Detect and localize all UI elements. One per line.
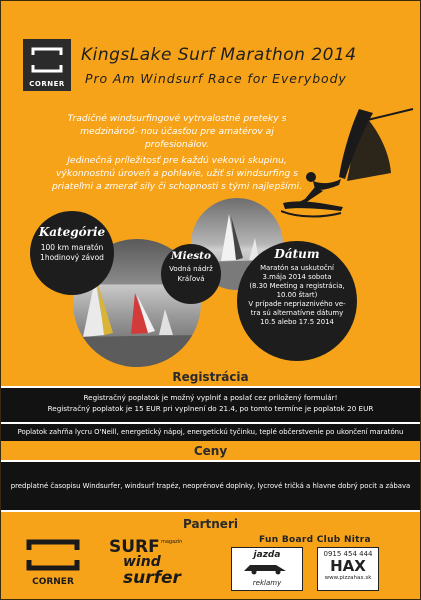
place-title: Miesto bbox=[170, 250, 212, 262]
intro-paragraph-1: Tradičné windsurfingové vytrvalostné preteky s medzinárod- nou účasťou pre amatérov aj profesionálov. bbox=[67, 113, 287, 150]
date-line: Maratón sa uskutoční bbox=[260, 264, 334, 272]
poster-title: KingsLake Surf Marathon 2014 bbox=[81, 45, 357, 65]
intro-paragraph-2: Jedinečná príležitosť pre každú vekovú skupinu, výkonnostnú úroveň a pohlavie, užiť si windsurfing s priateľmi a zmerať sily či schopnosti s tými najlepšími. bbox=[51, 155, 303, 192]
partner-corner-text: CORNER bbox=[32, 577, 74, 587]
prizes-band: predplatné časopisu Windsurfer, windsurf trapéz, neoprénové doplnky, lycrové tričká a hlavne dobrý pocit a zábava bbox=[1, 462, 420, 510]
corner-logo-text: CORNER bbox=[29, 80, 65, 88]
corner-bracket-icon bbox=[25, 538, 81, 572]
registration-includes: Poplatok zahŕňa lycru O'Neill, energetický nápoj, energetickú tyčinku, teplé občerstvenie po ukončení maratónu bbox=[1, 424, 420, 441]
date-line: (8.30 Meeting a registrácia, bbox=[249, 282, 345, 290]
date-line: 10.00 štart) bbox=[276, 291, 318, 299]
place-bubble bbox=[161, 244, 221, 304]
corner-logo bbox=[23, 39, 71, 91]
date-title: Dátum bbox=[274, 247, 320, 261]
surf-logo-surfer: surfer bbox=[123, 568, 181, 588]
partner-corner-logo bbox=[25, 538, 81, 586]
date-line: 10.5 alebo 17.5 2014 bbox=[260, 318, 334, 326]
registration-heading: Registrácia bbox=[172, 370, 249, 384]
date-bubble bbox=[237, 241, 357, 361]
category-bubble bbox=[30, 211, 114, 295]
date-line: 3.mája 2014 sobota bbox=[262, 273, 332, 281]
category-line: 100 km maratón bbox=[40, 243, 104, 252]
jazda-text: jazda bbox=[253, 550, 281, 560]
date-line: V prípade nepriaznivého ve- bbox=[248, 300, 346, 308]
registration-line-1: Registračný poplatok je možný vyplniť a poslať cez priložený formulár! bbox=[83, 393, 338, 402]
jazda-sub: reklamy bbox=[252, 579, 282, 587]
date-line: tra sú alternatívne dátumy bbox=[250, 309, 344, 317]
surf-logo-wind: wind bbox=[123, 554, 161, 570]
divider bbox=[1, 510, 420, 512]
partner-club-name: Fun Board Club Nitra bbox=[259, 535, 371, 545]
poster-subtitle: Pro Am Windsurf Race for Everybody bbox=[85, 71, 347, 86]
corner-logo-icon bbox=[29, 45, 65, 75]
partner-hax-logo bbox=[317, 547, 379, 591]
partner-jazda-logo bbox=[231, 547, 303, 591]
partners-heading: Partneri bbox=[183, 517, 238, 531]
car-icon bbox=[232, 561, 302, 575]
hax-url: www.pizzahax.sk bbox=[324, 575, 372, 581]
registration-line-2: Registračný poplatok je 15 EUR pri vyplnení do 21.4, po tomto termíne je poplatok 20 EUR bbox=[47, 404, 374, 413]
hax-phone: 0915 454 444 bbox=[323, 550, 373, 558]
windsurfer-silhouette-icon bbox=[281, 107, 416, 222]
hax-name: HAX bbox=[330, 557, 366, 575]
registration-band bbox=[1, 388, 420, 422]
partner-surf-logo bbox=[109, 537, 197, 589]
prizes-heading: Ceny bbox=[193, 444, 228, 458]
category-line: 1hodinový závod bbox=[40, 252, 104, 262]
place-line: Vodná nádrž bbox=[169, 265, 213, 273]
place-line: Kráľová bbox=[177, 274, 205, 283]
surf-logo-top: SURF bbox=[109, 537, 160, 557]
category-title: Kategórie bbox=[38, 225, 106, 239]
surf-logo-mag: magazín bbox=[161, 539, 183, 545]
